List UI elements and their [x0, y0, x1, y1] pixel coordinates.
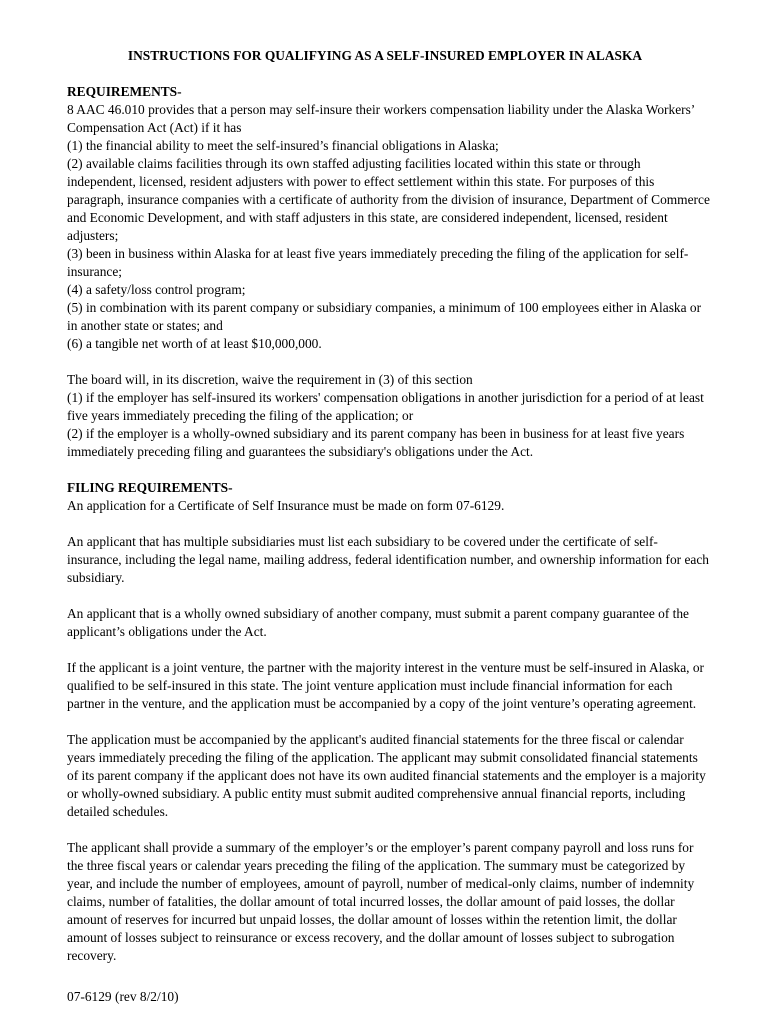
requirement-item-2: (2) available claims facilities through its own staffed adjusting facilities located within this state or through independent, licensed, resident adjusters with power to effect settlement within this state. For purposes of this paragraph, insurance companies with a certificate of authority from the division of insurance, Department of Commerce and Economic Development, and with staff adjusters in this state, are considered independent, licensed, resident adjusters;	[67, 156, 710, 243]
filing-paragraph-financial-statements: The application must be accompanied by the applicant's audited financial statements for the three fiscal or calendar years immediately preceding the filing of the application. The applicant may submit consolidated financial statements of its parent company if the applicant does not have its own audited financial statements and the employer is a majority or wholly-owned subsidiary. A public entity must submit audited comprehensive annual financial reports, including detailed schedules.	[67, 732, 706, 819]
filing-paragraph-joint-venture: If the applicant is a joint venture, the partner with the majority interest in the venture must be self-insured in Alaska, or qualified to be self-insured in this state. The joint venture application must include financial information for each partner in the venture, and the application must be accompanied by a copy of the joint venture’s operating agreement.	[67, 660, 704, 711]
requirements-heading: REQUIREMENTS-	[67, 84, 182, 99]
filing-paragraph-payroll-summary: The applicant shall provide a summary of the employer’s or the employer’s parent company payroll and loss runs for the three fiscal years or calendar years preceding the filing of the application. The summary must be categorized by year, and include the number of employees, amount of payroll, number of medical-only claims, number of indemnity claims, number of fatalities, the dollar amount of total incurred losses, the dollar amount of paid losses, the dollar amount of reserves for incurred but unpaid losses, the dollar amount of losses within the retention limit, the dollar amount of losses subject to reinsurance or excess recovery, and the dollar amount of losses subject to subrogation recovery.	[67, 840, 695, 963]
requirement-item-5: (5) in combination with its parent company or subsidiary companies, a minimum of 100 employees either in Alaska or in another state or states; and	[67, 300, 702, 333]
filing-line-1: An application for a Certificate of Self Insurance must be made on form 07-6129.	[67, 498, 505, 513]
form-revision-footer: 07-6129 (rev 8/2/10)	[67, 989, 179, 1004]
waiver-intro: The board will, in its discretion, waive the requirement in (3) of this section	[67, 372, 473, 387]
requirement-item-6: (6) a tangible net worth of at least $10,000,000.	[67, 336, 322, 351]
filing-paragraph-parent-guarantee: An applicant that is a wholly owned subsidiary of another company, must submit a parent company guarantee of the applicant’s obligations under the Act.	[67, 606, 690, 639]
document-body	[67, 83, 711, 965]
filing-heading: FILING REQUIREMENTS-	[67, 480, 233, 495]
filing-paragraph-subsidiaries: An applicant that has multiple subsidiaries must list each subsidiary to be covered under the certificate of self-insurance, including the legal name, mailing address, federal identification number, and ownership information for each subsidiary.	[67, 534, 709, 585]
waiver-item-1: (1) if the employer has self-insured its workers' compensation obligations in another jurisdiction for a period of at least five years immediately preceding the filing of the application; or	[67, 390, 704, 423]
requirement-item-1: (1) the financial ability to meet the self-insured’s financial obligations in Alaska;	[67, 138, 499, 153]
waiver-item-2: (2) if the employer is a wholly-owned subsidiary and its parent company has been in business for at least five years immediately preceding filing and guarantees the subsidiary's obligations under the Act.	[67, 426, 685, 459]
document-title: INSTRUCTIONS FOR QUALIFYING AS A SELF-INSURED EMPLOYER IN ALASKA	[127, 48, 643, 63]
requirement-item-4: (4) a safety/loss control program;	[67, 282, 246, 297]
requirement-item-3: (3) been in business within Alaska for at least five years immediately preceding the filing of the application for self-insurance;	[67, 246, 689, 279]
requirements-intro: 8 AAC 46.010 provides that a person may self-insure their workers compensation liability under the Alaska Workers’ Compensation Act (Act) if it has	[67, 102, 695, 135]
